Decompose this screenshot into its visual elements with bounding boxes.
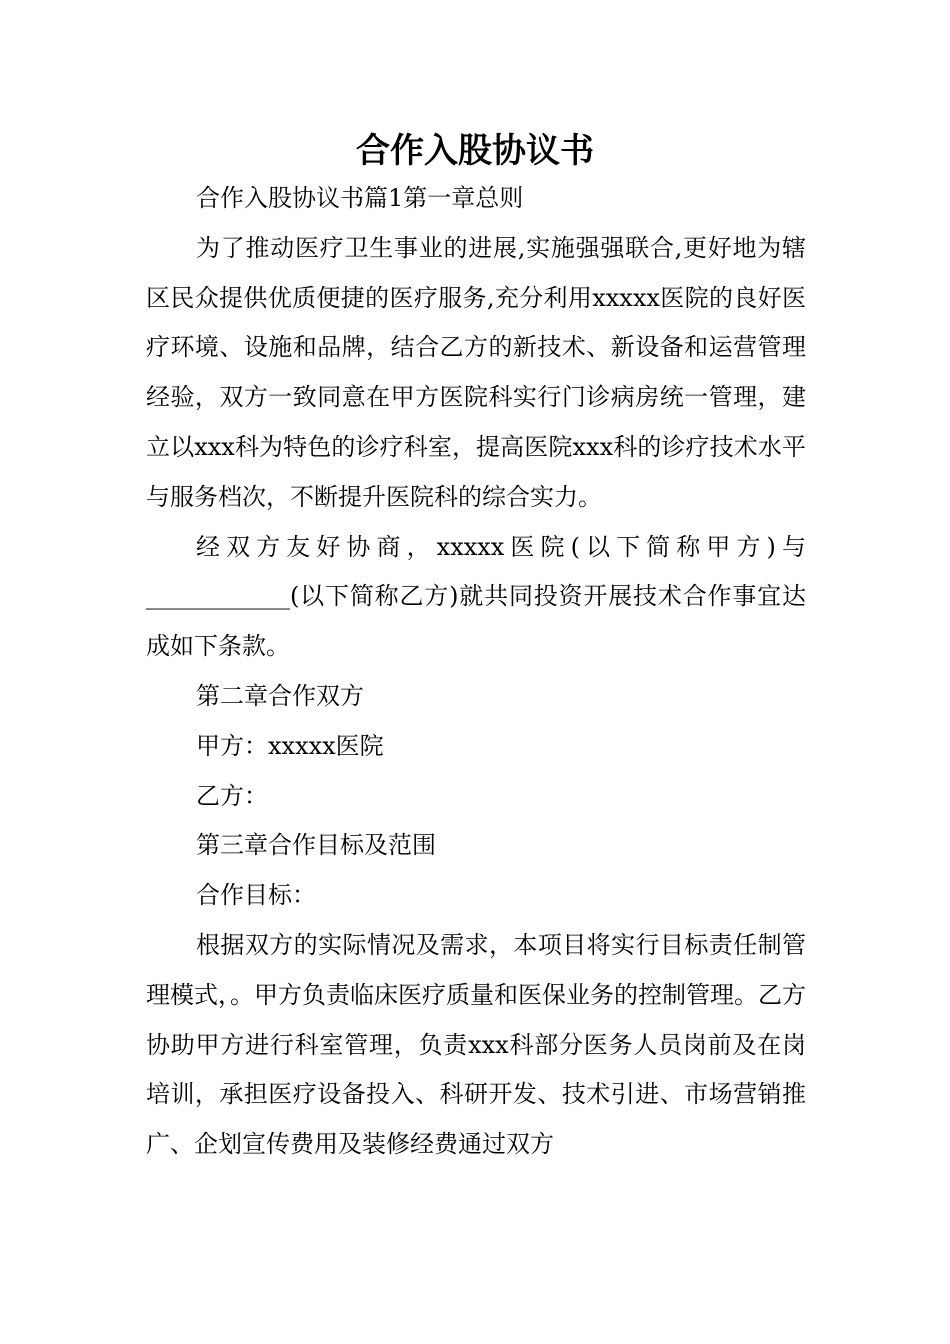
document-title: 合作入股协议书	[356, 131, 594, 171]
chapter-two-heading: 第二章合作双方	[196, 681, 364, 710]
goal-heading: 合作目标：	[196, 881, 316, 910]
document-body	[146, 174, 806, 1170]
party-b-line: 乙方：	[196, 781, 268, 810]
party-a-line: 甲方：xxxxx医院	[196, 731, 384, 760]
chapter-three-heading: 第三章合作目标及范围	[196, 831, 436, 860]
paragraph-goal: 根据双方的实际情况及需求，本项目将实行目标责任制管理模式，。甲方负责临床医疗质量和医保业务的控制管理。乙方协助甲方进行科室管理，负责xxx科部分医务人员岗前及在岗培训，承担医疗设备投入、科研开发、技术引进、市场营销推广、企划宣传费用及装修经费通过双方	[146, 930, 806, 1159]
intro-line: 合作入股协议书篇1第一章总则	[196, 184, 524, 212]
paragraph-purpose: 为了推动医疗卫生事业的进展,实施强强联合,更好地为辖区民众提供优质便捷的医疗服务,充分利用xxxxx医院的良好医疗环境、设施和品牌，结合乙方的新技术、新设备和运营管理经验，双方一致同意在甲方医院科实行门诊病房统一管理，建立以xxx科为特色的诊疗科室，提高医院xxx科的诊疗技术水平与服务档次，不断提升医院科的综合实力。	[146, 233, 806, 511]
paragraph-negotiation: 经双方友好协商，xxxxx医院(以下简称甲方)与____________(以下简称乙方)就共同投资开展技术合作事宜达成如下条款。	[146, 532, 806, 661]
